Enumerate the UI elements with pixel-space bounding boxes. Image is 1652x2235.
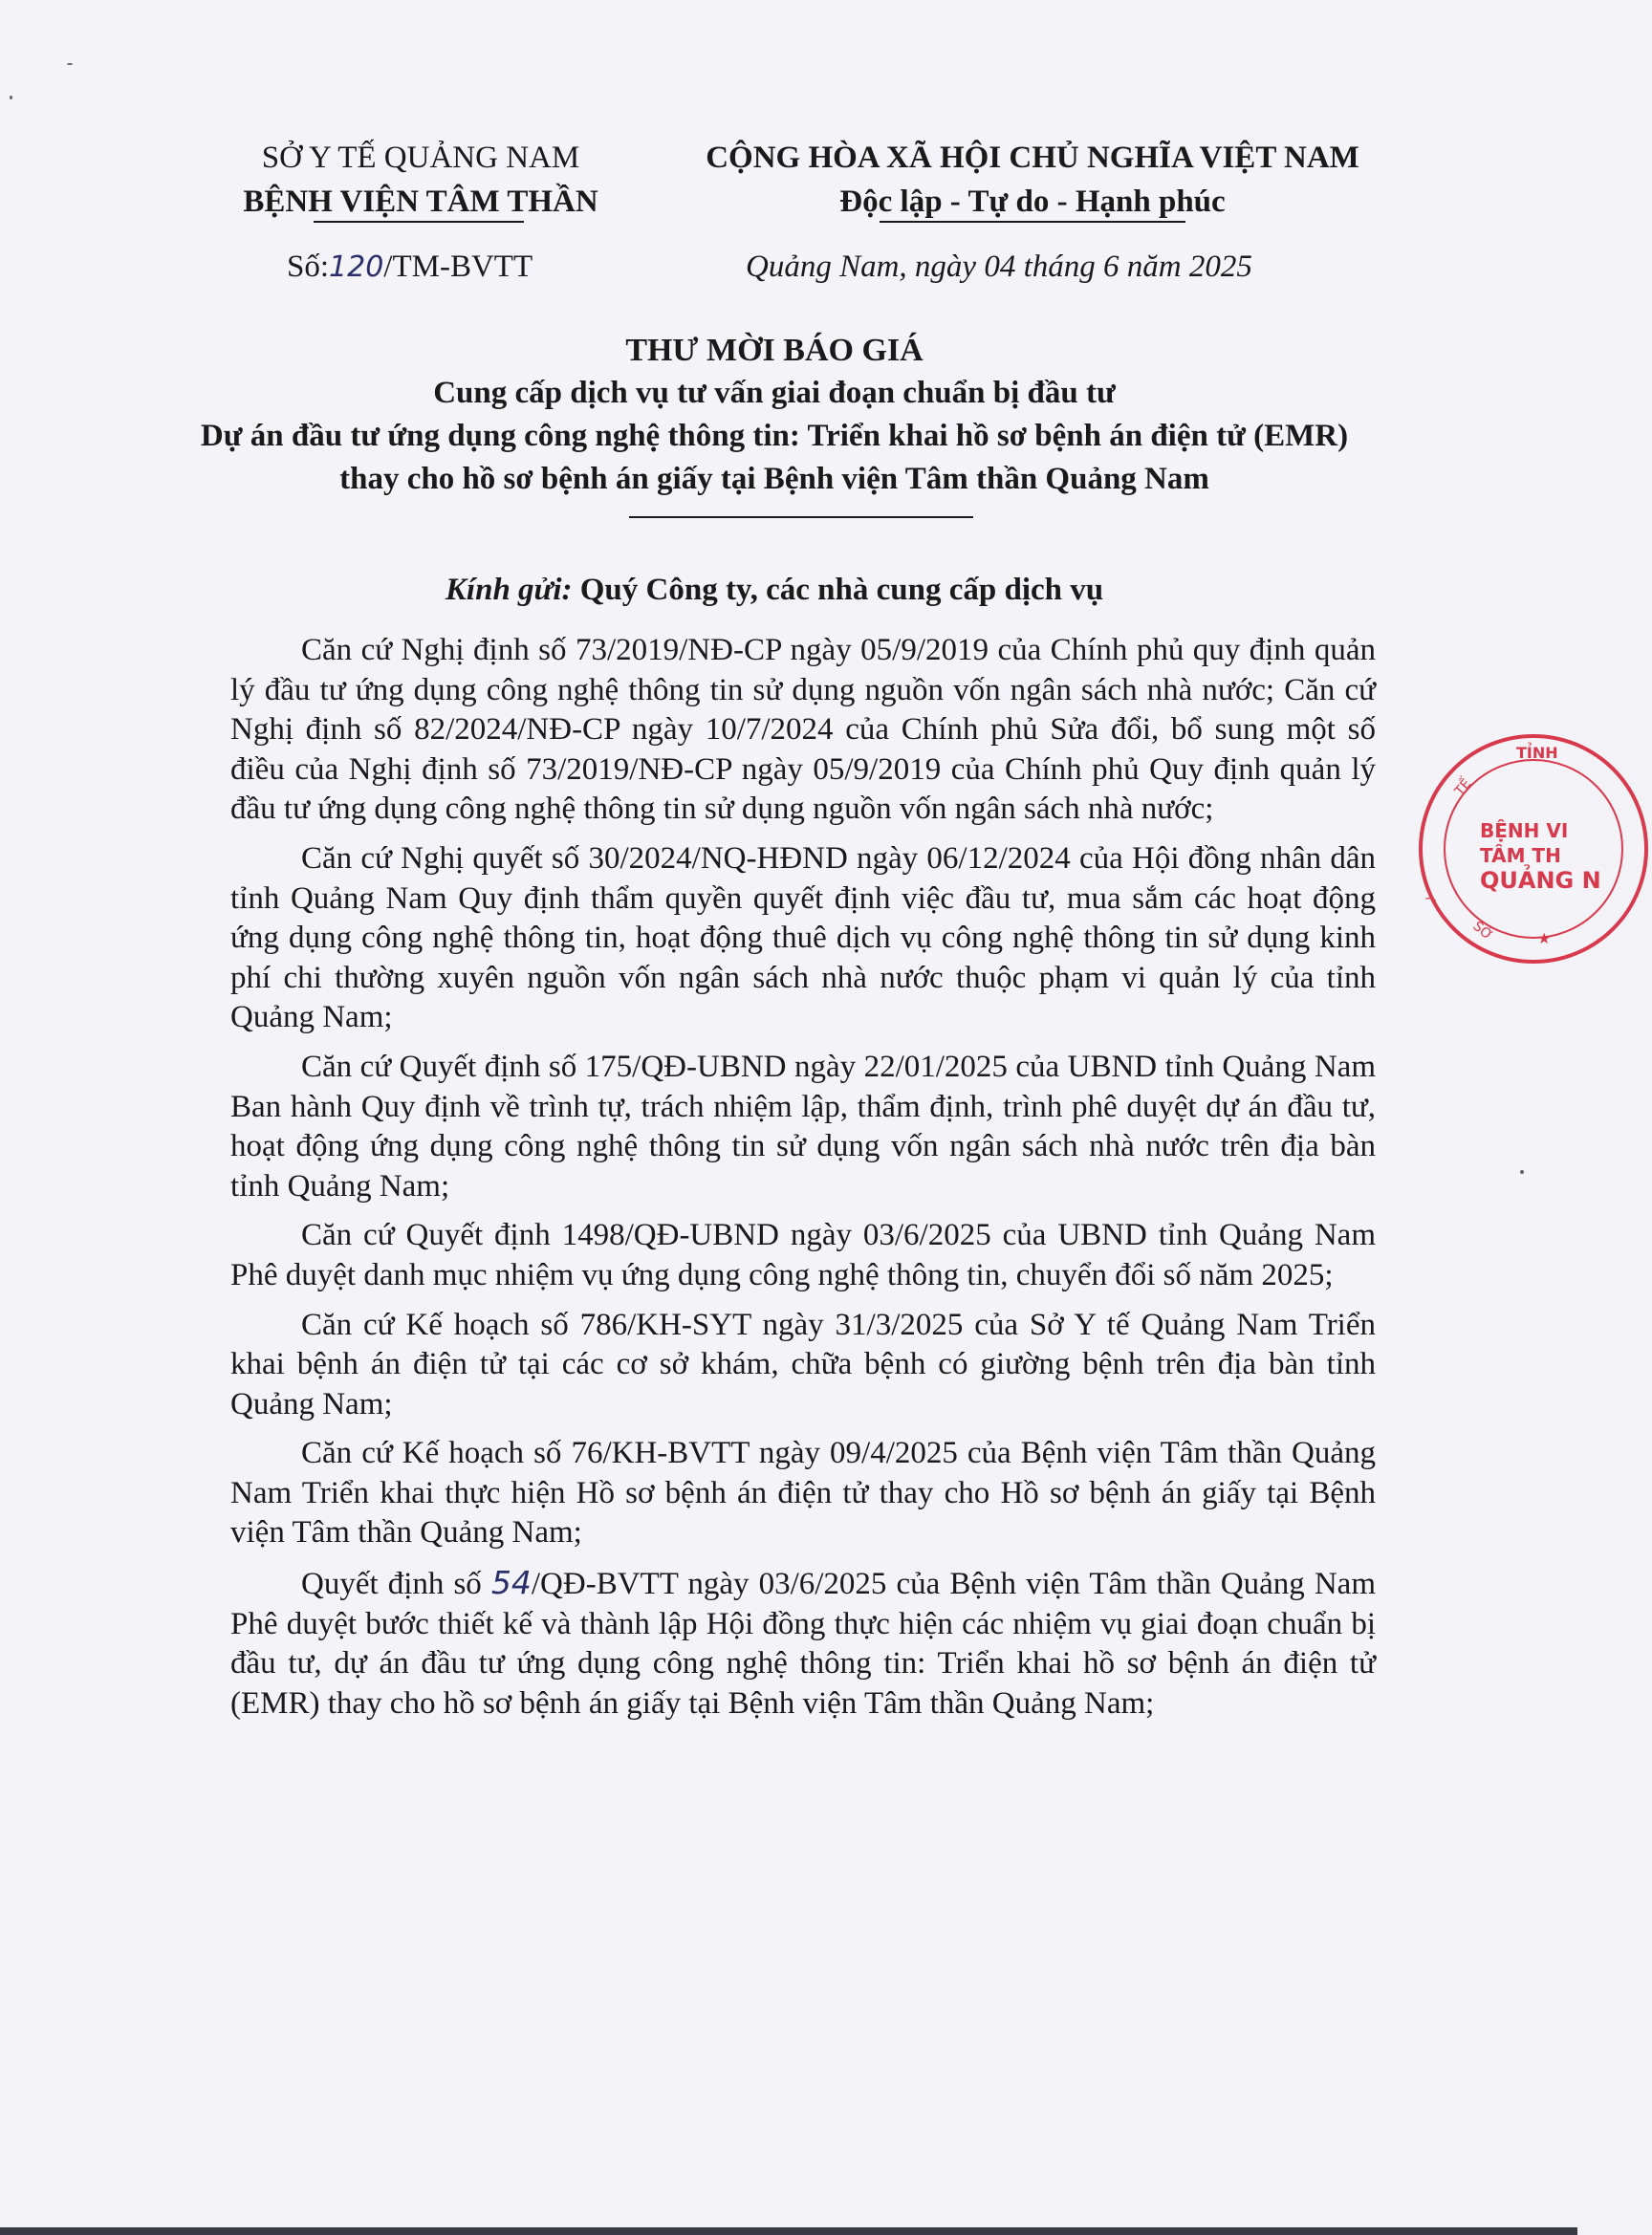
hospital-name: BỆNH VIỆN TÂM THẦN [243, 184, 598, 219]
seal-line-3: QUẢNG N [1480, 867, 1601, 894]
seal-center-text [1480, 818, 1652, 893]
paragraph-6: Căn cứ Kế hoạch số 76/KH-BVTT ngày 09/4/2025 của Bệnh viện Tâm thần Quảng Nam Triển khai thực hiện Hồ sơ bệnh án điện tử thay cho Hồ sơ bệnh án giấy tại Bệnh viện Tâm thần Quảng Nam; [230, 1436, 1376, 1551]
doc-number-suffix: /TM-BVTT [383, 250, 533, 284]
national-motto: Độc lập - Tự do - Hạnh phúc [839, 184, 1226, 219]
paragraph-2: Căn cứ Nghị quyết số 30/2024/NQ-HĐND ngày 06/12/2024 của Hội đồng nhân dân tỉnh Quảng Nam Quy định thẩm quyền quyết định việc đầu tư, mua sắm các hoạt động ứng dụng công nghệ thông tin, hoạt động thuê dịch vụ công nghệ thông tin sử dụng kinh phí chi thường xuyên nguồn vốn ngân sách nhà nước thuộc phạm vi quản lý của tỉnh Quảng Nam; [230, 840, 1376, 1035]
country-name: CỘNG HÒA XÃ HỘI CHỦ NGHĨA VIỆT NAM [706, 141, 1359, 175]
scan-speck [1520, 1170, 1524, 1174]
scan-speck [10, 96, 12, 99]
paragraph-5: Căn cứ Kế hoạch số 786/KH-SYT ngày 31/3/2025 của Sở Y tế Quảng Nam Triển khai bệnh án điện tử tại các cơ sở khám, chữa bệnh có giường bệnh trên địa bàn tỉnh Quảng Nam; [230, 1307, 1376, 1421]
national-heading-block [688, 136, 1377, 224]
document-body [230, 631, 1376, 1733]
document-title-block [172, 329, 1377, 501]
seal-star-icon: ★ [1537, 929, 1552, 947]
scan-bottom-edge [0, 2227, 1577, 2235]
document-title: THƯ MỜI BÁO GIÁ [625, 333, 924, 368]
issuing-agency-block [172, 136, 669, 224]
document-subtitle: Cung cấp dịch vụ tư vấn giai đoạn chuẩn bị đầu tư [433, 376, 1116, 410]
salutation-label: Kính gửi: [445, 573, 573, 607]
paragraph-7-handwritten-number: 54 [490, 1564, 532, 1602]
agency-underline [314, 221, 524, 223]
document-number [287, 245, 533, 290]
seal-line-1: BỆNH VI [1480, 819, 1569, 842]
paragraph-7-rest: /QĐ-BVTT ngày 03/6/2025 của Bệnh viện Tâm thần Quảng Nam Phê duyệt bước thiết kế và thành lập Hội đồng thực hiện các nhiệm vụ giai đoạn chuẩn bị đầu tư, dự án đầu tư ứng dụng công nghệ thông tin: Triển khai hồ sơ bệnh án điện tử (EMR) thay cho hồ sơ bệnh án giấy tại Bệnh viện Tâm thần Quảng Nam; [230, 1567, 1376, 1721]
doc-number-prefix: Số: [287, 250, 330, 284]
seal-ring-top: TỈNH [1516, 744, 1558, 762]
salutation-recipient: Quý Công ty, các nhà cung cấp dịch vụ [579, 573, 1104, 607]
scan-speck [67, 63, 73, 65]
paragraph-1: Căn cứ Nghị định số 73/2019/NĐ-CP ngày 05/9/2019 của Chính phủ quy định quản lý đầu tư ứng dụng công nghệ thông tin sử dụng nguồn vốn ngân sách nhà nước; Căn cứ Nghị định số 82/2024/NĐ-CP ngày 10/7/2024 của Chính phủ Sửa đổi, bổ sung một số điều của Nghị định số 73/2019/NĐ-CP ngày 05/9/2019 của Chính phủ Quy định quản lý đầu tư ứng dụng công nghệ thông tin sử dụng nguồn vốn ngân sách nhà nước; [230, 633, 1376, 827]
paragraph-7-prefix: Quyết định số [301, 1567, 491, 1602]
doc-number-handwritten: 120 [329, 250, 384, 284]
motto-underline [880, 221, 1185, 223]
seal-line-2: TÂM TH [1480, 844, 1561, 867]
seal-ring-left-2: TẾ [1451, 776, 1475, 799]
paragraph-3: Căn cứ Quyết định số 175/QĐ-UBND ngày 22/01/2025 của UBND tỉnh Quảng Nam Ban hành Quy định về trình tự, trách nhiệm lập, thẩm định, trình phê duyệt dự án đầu tư, hoạt động ứng dụng công nghệ thông tin sử dụng vốn ngân sách nhà nước trên địa bàn tỉnh Quảng Nam; [230, 1049, 1376, 1204]
paragraph-7 [230, 1563, 1376, 1724]
salutation [172, 568, 1377, 612]
title-underline [629, 516, 973, 518]
seal-ring-left: Y [1424, 891, 1442, 906]
seal-ring-bottom: SỞ [1469, 918, 1496, 944]
department-name: SỞ Y TẾ QUẢNG NAM [261, 141, 580, 175]
place-date: Quảng Nam, ngày 04 tháng 6 năm 2025 [746, 250, 1252, 284]
official-seal [1419, 734, 1648, 964]
project-name: Dự án đầu tư ứng dụng công nghệ thông tin: Triển khai hồ sơ bệnh án điện tử (EMR) thay cho hồ sơ bệnh án giấy tại Bệnh viện Tâm thần Quảng Nam [200, 419, 1349, 496]
paragraph-4: Căn cứ Quyết định 1498/QĐ-UBND ngày 03/6/2025 của UBND tỉnh Quảng Nam Phê duyệt danh mục nhiệm vụ ứng dụng công nghệ thông tin, chuyển đổi số năm 2025; [230, 1218, 1376, 1292]
